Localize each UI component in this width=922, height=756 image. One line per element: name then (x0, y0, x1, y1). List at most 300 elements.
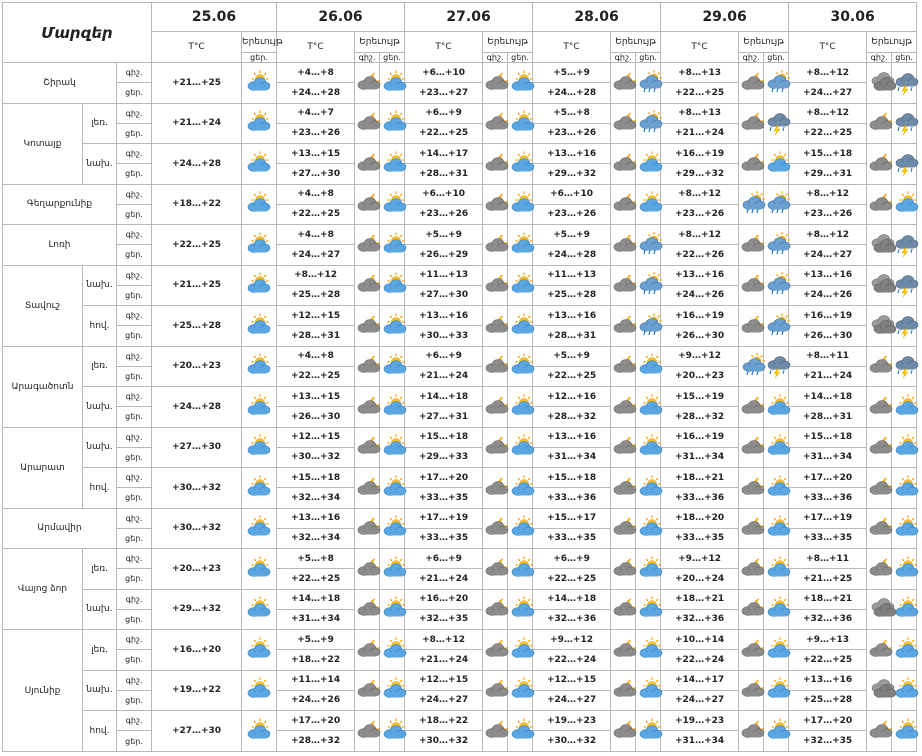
subregion-label: նախ. (83, 265, 117, 306)
sun-cloud-icon (242, 265, 277, 306)
temperature-value: +24…+27 (277, 245, 355, 265)
temperature-value: +22…+25 (789, 123, 867, 143)
temperature-value: +30…+33 (405, 326, 483, 346)
temperature-value: +22…+25 (789, 650, 867, 670)
phenomenon-column-header: Երեւույթ (739, 32, 789, 53)
temperature-value: +21…+24 (405, 569, 483, 589)
sun-cloud-icon (380, 306, 405, 347)
temperature-value: +33…+35 (405, 488, 483, 508)
partly-cloudy-night-icon (611, 144, 636, 185)
temperature-value: +23…+26 (533, 123, 611, 143)
sun-cloud-icon (636, 427, 661, 468)
sun-cloud-icon (764, 144, 789, 185)
temperature-value: +21…+24 (789, 366, 867, 386)
partly-cloudy-night-icon (739, 265, 764, 306)
day-column-header: ցեր. (892, 53, 917, 63)
partly-cloudy-night-icon (355, 103, 380, 144)
regions-header: Մարզեր (3, 3, 152, 63)
date-header: 27.06 (405, 3, 533, 32)
time-of-day-label: գիշ. (117, 387, 152, 407)
date-header: 30.06 (789, 3, 917, 32)
temperature-value: +27…+30 (405, 285, 483, 305)
sun-cloud-icon (380, 103, 405, 144)
time-of-day-label: ցեր. (117, 650, 152, 670)
temperature-value: +24…+26 (789, 285, 867, 305)
temperature-value: +32…+36 (789, 609, 867, 629)
temperature-value: +24…+27 (405, 690, 483, 710)
temperature-value: +14…+18 (405, 387, 483, 407)
sun-cloud-icon (508, 387, 533, 428)
overcast-cloud-icon (867, 265, 892, 306)
temperature-value: +6…+10 (533, 184, 611, 204)
partly-cloudy-night-icon (483, 306, 508, 347)
sun-cloud-icon (508, 225, 533, 266)
temperature-value: +24…+28 (152, 387, 242, 428)
temperature-value: +30…+32 (405, 731, 483, 752)
night-column-header: գիշ. (611, 53, 636, 63)
partly-cloudy-night-icon (355, 265, 380, 306)
sun-cloud-icon (508, 630, 533, 671)
sun-cloud-icon (380, 144, 405, 185)
temperature-value: +13…+16 (533, 306, 611, 326)
temperature-value: +4…+8 (277, 346, 355, 366)
temperature-value: +30…+32 (152, 468, 242, 509)
partly-cloudy-night-icon (611, 387, 636, 428)
rain-sun-icon (636, 225, 661, 266)
partly-cloudy-night-icon (739, 225, 764, 266)
temperature-value: +26…+30 (277, 407, 355, 427)
partly-cloudy-night-icon (355, 346, 380, 387)
temperature-value: +15…+17 (533, 508, 611, 528)
temperature-value: +24…+28 (152, 144, 242, 185)
temperature-value: +14…+18 (789, 387, 867, 407)
partly-cloudy-night-icon (611, 63, 636, 104)
temperature-value: +21…+24 (405, 650, 483, 670)
time-of-day-label: ցեր. (117, 83, 152, 103)
rain-sun-icon (739, 346, 764, 387)
table-row (3, 427, 917, 447)
thunderstorm-icon (892, 346, 917, 387)
partly-cloudy-night-icon (867, 103, 892, 144)
subregion-label: լեռ. (83, 630, 117, 671)
sun-cloud-icon (892, 670, 917, 711)
temperature-value: +33…+35 (789, 528, 867, 548)
temperature-value: +8…+12 (405, 630, 483, 650)
temperature-value: +20…+24 (661, 569, 739, 589)
partly-cloudy-night-icon (611, 589, 636, 630)
sun-cloud-icon (242, 63, 277, 104)
temperature-value: +33…+36 (661, 488, 739, 508)
temperature-value: +17…+19 (789, 508, 867, 528)
table-row (3, 549, 917, 569)
temperature-value: +23…+26 (789, 204, 867, 224)
sun-cloud-icon (636, 670, 661, 711)
thunderstorm-icon (764, 346, 789, 387)
region-name: Սյունիք (3, 630, 83, 752)
sun-cloud-icon (508, 103, 533, 144)
temperature-value: +8…+12 (789, 103, 867, 123)
temperature-value: +24…+27 (661, 690, 739, 710)
temperature-value: +6…+9 (405, 346, 483, 366)
rain-sun-icon (636, 306, 661, 347)
temperature-value: +16…+19 (661, 144, 739, 164)
temperature-value: +22…+25 (277, 204, 355, 224)
temperature-value: +8…+12 (789, 63, 867, 83)
partly-cloudy-night-icon (867, 184, 892, 225)
date-header: 26.06 (277, 3, 405, 32)
date-header: 28.06 (533, 3, 661, 32)
rain-sun-icon (764, 184, 789, 225)
temperature-value: +25…+28 (277, 285, 355, 305)
date-header: 25.06 (152, 3, 277, 32)
temperature-column-header: T°C (533, 32, 611, 63)
partly-cloudy-night-icon (355, 225, 380, 266)
temperature-value: +24…+28 (533, 83, 611, 103)
temperature-value: +24…+26 (661, 285, 739, 305)
temperature-value: +20…+23 (661, 366, 739, 386)
region-name: Շիրակ (3, 63, 117, 104)
partly-cloudy-night-icon (355, 670, 380, 711)
temperature-value: +13…+16 (533, 144, 611, 164)
partly-cloudy-night-icon (611, 711, 636, 752)
thunderstorm-icon (892, 103, 917, 144)
temperature-column-header: T°C (277, 32, 355, 63)
subregion-label: նախ. (83, 427, 117, 468)
partly-cloudy-night-icon (739, 711, 764, 752)
partly-cloudy-night-icon (483, 468, 508, 509)
temperature-value: +13…+15 (277, 387, 355, 407)
day-column-header: ցեր. (636, 53, 661, 63)
temperature-value: +8…+11 (789, 549, 867, 569)
temperature-value: +20…+23 (152, 549, 242, 590)
partly-cloudy-night-icon (355, 63, 380, 104)
sun-cloud-icon (764, 427, 789, 468)
temperature-value: +20…+23 (152, 346, 242, 387)
temperature-value: +32…+36 (661, 609, 739, 629)
table-row (3, 225, 917, 245)
time-of-day-label: ցեր. (117, 123, 152, 143)
table-row (3, 711, 917, 731)
subregion-label: լեռ. (83, 103, 117, 144)
sun-cloud-icon (636, 630, 661, 671)
temperature-value: +19…+23 (661, 711, 739, 731)
temperature-value: +12…+15 (405, 670, 483, 690)
temperature-value: +22…+25 (533, 366, 611, 386)
temperature-value: +13…+16 (405, 306, 483, 326)
temperature-value: +12…+15 (533, 670, 611, 690)
partly-cloudy-night-icon (867, 630, 892, 671)
subregion-label: նախ. (83, 387, 117, 428)
temperature-value: +15…+18 (533, 468, 611, 488)
sun-cloud-icon (380, 711, 405, 752)
temperature-value: +22…+25 (277, 569, 355, 589)
time-of-day-label: ցեր. (117, 366, 152, 386)
sun-cloud-icon (380, 346, 405, 387)
sun-cloud-icon (242, 225, 277, 266)
partly-cloudy-night-icon (611, 225, 636, 266)
partly-cloudy-night-icon (483, 508, 508, 549)
sun-cloud-icon (242, 144, 277, 185)
sun-cloud-icon (508, 144, 533, 185)
temperature-value: +5…+9 (405, 225, 483, 245)
table-row (3, 184, 917, 204)
temperature-value: +11…+13 (533, 265, 611, 285)
temperature-value: +13…+15 (277, 144, 355, 164)
time-of-day-label: ցեր. (117, 488, 152, 508)
sun-cloud-icon (242, 670, 277, 711)
temperature-value: +8…+12 (277, 265, 355, 285)
date-header: 29.06 (661, 3, 789, 32)
partly-cloudy-night-icon (867, 144, 892, 185)
phenomenon-column-header: Երեւույթ (242, 32, 277, 53)
temperature-value: +6…+9 (533, 549, 611, 569)
sun-cloud-icon (764, 711, 789, 752)
sun-cloud-icon (242, 427, 277, 468)
temperature-value: +32…+36 (533, 609, 611, 629)
temperature-value: +12…+15 (277, 427, 355, 447)
sun-cloud-icon (380, 630, 405, 671)
partly-cloudy-night-icon (867, 711, 892, 752)
thunderstorm-icon (892, 265, 917, 306)
sun-cloud-icon (242, 306, 277, 347)
thunderstorm-icon (892, 306, 917, 347)
partly-cloudy-night-icon (355, 184, 380, 225)
partly-cloudy-night-icon (867, 346, 892, 387)
temperature-value: +32…+34 (277, 528, 355, 548)
sun-cloud-icon (764, 508, 789, 549)
partly-cloudy-night-icon (739, 589, 764, 630)
sun-cloud-icon (892, 468, 917, 509)
rain-sun-icon (636, 265, 661, 306)
temperature-value: +6…+10 (405, 63, 483, 83)
temperature-value: +30…+32 (152, 508, 242, 549)
table-row (3, 103, 917, 123)
temperature-value: +31…+34 (533, 447, 611, 467)
time-of-day-label: ցեր. (117, 204, 152, 224)
partly-cloudy-night-icon (867, 468, 892, 509)
sun-cloud-icon (636, 468, 661, 509)
partly-cloudy-night-icon (483, 670, 508, 711)
temperature-value: +21…+25 (789, 569, 867, 589)
temperature-value: +15…+18 (789, 427, 867, 447)
temperature-value: +5…+9 (533, 225, 611, 245)
temperature-value: +14…+17 (661, 670, 739, 690)
partly-cloudy-night-icon (739, 468, 764, 509)
table-row (3, 508, 917, 528)
phenomenon-column-header: Երեւույթ (483, 32, 533, 53)
phenomenon-column-header: Երեւույթ (355, 32, 405, 53)
sun-cloud-icon (508, 306, 533, 347)
temperature-value: +5…+9 (277, 630, 355, 650)
sun-cloud-icon (764, 387, 789, 428)
time-of-day-label: գիշ. (117, 508, 152, 528)
sun-cloud-icon (242, 711, 277, 752)
partly-cloudy-night-icon (611, 549, 636, 590)
subregion-label: նախ. (83, 144, 117, 185)
temperature-value: +8…+12 (661, 184, 739, 204)
temperature-value: +22…+24 (661, 650, 739, 670)
sun-cloud-icon (764, 670, 789, 711)
partly-cloudy-night-icon (611, 630, 636, 671)
sun-cloud-icon (636, 711, 661, 752)
subregion-label: նախ. (83, 670, 117, 711)
temperature-value: +23…+26 (661, 204, 739, 224)
temperature-value: +15…+18 (277, 468, 355, 488)
sun-cloud-icon (892, 427, 917, 468)
sun-cloud-icon (508, 468, 533, 509)
partly-cloudy-night-icon (483, 387, 508, 428)
temperature-value: +32…+34 (277, 488, 355, 508)
temperature-value: +21…+24 (152, 103, 242, 144)
sun-cloud-icon (380, 427, 405, 468)
temperature-value: +27…+30 (152, 427, 242, 468)
partly-cloudy-night-icon (867, 508, 892, 549)
sun-cloud-icon (892, 387, 917, 428)
time-of-day-label: գիշ. (117, 468, 152, 488)
temperature-value: +27…+30 (277, 164, 355, 184)
sun-cloud-icon (892, 711, 917, 752)
sun-cloud-icon (892, 589, 917, 630)
temperature-value: +31…+34 (789, 447, 867, 467)
partly-cloudy-night-icon (483, 184, 508, 225)
partly-cloudy-night-icon (611, 670, 636, 711)
temperature-value: +24…+28 (533, 245, 611, 265)
temperature-value: +22…+25 (152, 225, 242, 266)
temperature-value: +31…+34 (277, 609, 355, 629)
temperature-value: +23…+26 (405, 204, 483, 224)
night-column-header: գիշ. (483, 53, 508, 63)
partly-cloudy-night-icon (611, 103, 636, 144)
time-of-day-label: ցեր. (117, 447, 152, 467)
temperature-value: +17…+20 (789, 468, 867, 488)
sun-cloud-icon (508, 346, 533, 387)
sun-cloud-icon (242, 549, 277, 590)
partly-cloudy-night-icon (355, 387, 380, 428)
temperature-value: +4…+8 (277, 225, 355, 245)
temperature-value: +26…+30 (661, 326, 739, 346)
sun-cloud-icon (380, 184, 405, 225)
region-name: Լոռի (3, 225, 117, 266)
temperature-value: +30…+32 (277, 447, 355, 467)
region-name: Գեղարքունիք (3, 184, 117, 225)
region-name: Տավուշ (3, 265, 83, 346)
sun-cloud-icon (508, 63, 533, 104)
temperature-value: +28…+31 (277, 326, 355, 346)
overcast-cloud-icon (867, 306, 892, 347)
temperature-value: +12…+16 (533, 387, 611, 407)
partly-cloudy-night-icon (483, 144, 508, 185)
partly-cloudy-night-icon (867, 427, 892, 468)
sun-cloud-icon (636, 387, 661, 428)
temperature-value: +22…+26 (661, 245, 739, 265)
partly-cloudy-night-icon (355, 711, 380, 752)
temperature-value: +28…+32 (277, 731, 355, 752)
sun-cloud-icon (508, 427, 533, 468)
partly-cloudy-night-icon (739, 427, 764, 468)
partly-cloudy-night-icon (611, 508, 636, 549)
time-of-day-label: գիշ. (117, 63, 152, 83)
sun-cloud-icon (242, 508, 277, 549)
day-column-header: ցեր. (764, 53, 789, 63)
overcast-cloud-icon (867, 225, 892, 266)
rain-sun-icon (764, 306, 789, 347)
temperature-value: +16…+20 (152, 630, 242, 671)
sun-cloud-icon (242, 184, 277, 225)
table-row (3, 670, 917, 690)
partly-cloudy-night-icon (355, 144, 380, 185)
time-of-day-label: ցեր. (117, 609, 152, 629)
time-of-day-label: ցեր. (117, 164, 152, 184)
region-name: Վայոց ձոր (3, 549, 83, 630)
temperature-value: +28…+31 (789, 407, 867, 427)
region-name: Արագածոտն (3, 346, 83, 427)
time-of-day-label: ցեր. (117, 326, 152, 346)
temperature-value: +16…+19 (661, 306, 739, 326)
table-row (3, 265, 917, 285)
region-name: Արարատ (3, 427, 83, 508)
temperature-value: +21…+25 (152, 265, 242, 306)
partly-cloudy-night-icon (355, 589, 380, 630)
partly-cloudy-night-icon (739, 508, 764, 549)
night-column-header: գիշ. (355, 53, 380, 63)
time-of-day-label: գիշ. (117, 670, 152, 690)
sun-cloud-icon (764, 589, 789, 630)
temperature-value: +4…+7 (277, 103, 355, 123)
temperature-value: +17…+20 (789, 711, 867, 731)
sun-cloud-icon (892, 508, 917, 549)
time-of-day-label: գիշ. (117, 144, 152, 164)
subregion-label: լեռ. (83, 549, 117, 590)
table-row (3, 468, 917, 488)
time-of-day-label: ցեր. (117, 569, 152, 589)
temperature-value: +8…+12 (789, 184, 867, 204)
temperature-value: +9…+12 (661, 549, 739, 569)
sun-cloud-icon (242, 346, 277, 387)
temperature-value: +19…+22 (152, 670, 242, 711)
partly-cloudy-night-icon (483, 103, 508, 144)
partly-cloudy-night-icon (611, 468, 636, 509)
sun-cloud-icon (380, 225, 405, 266)
temperature-value: +13…+16 (533, 427, 611, 447)
table-row (3, 306, 917, 326)
day-column-header: ցեր. (242, 53, 277, 63)
subregion-label: հով. (83, 711, 117, 752)
partly-cloudy-night-icon (483, 346, 508, 387)
partly-cloudy-night-icon (739, 306, 764, 347)
sun-cloud-icon (636, 589, 661, 630)
region-name: Արմավիր (3, 508, 117, 549)
phenomenon-column-header: Երեւույթ (611, 32, 661, 53)
temperature-value: +9…+13 (789, 630, 867, 650)
temperature-value: +25…+28 (533, 285, 611, 305)
subregion-label: նախ. (83, 589, 117, 630)
temperature-value: +25…+28 (152, 306, 242, 347)
partly-cloudy-night-icon (739, 630, 764, 671)
temperature-value: +22…+25 (405, 123, 483, 143)
sun-cloud-icon (380, 63, 405, 104)
temperature-value: +14…+17 (405, 144, 483, 164)
table-row (3, 63, 917, 83)
temperature-value: +26…+29 (405, 245, 483, 265)
partly-cloudy-night-icon (355, 630, 380, 671)
temperature-value: +33…+36 (533, 488, 611, 508)
rain-sun-icon (764, 63, 789, 104)
time-of-day-label: ցեր. (117, 528, 152, 548)
partly-cloudy-night-icon (611, 265, 636, 306)
sun-cloud-icon (508, 184, 533, 225)
partly-cloudy-night-icon (867, 387, 892, 428)
partly-cloudy-night-icon (355, 427, 380, 468)
